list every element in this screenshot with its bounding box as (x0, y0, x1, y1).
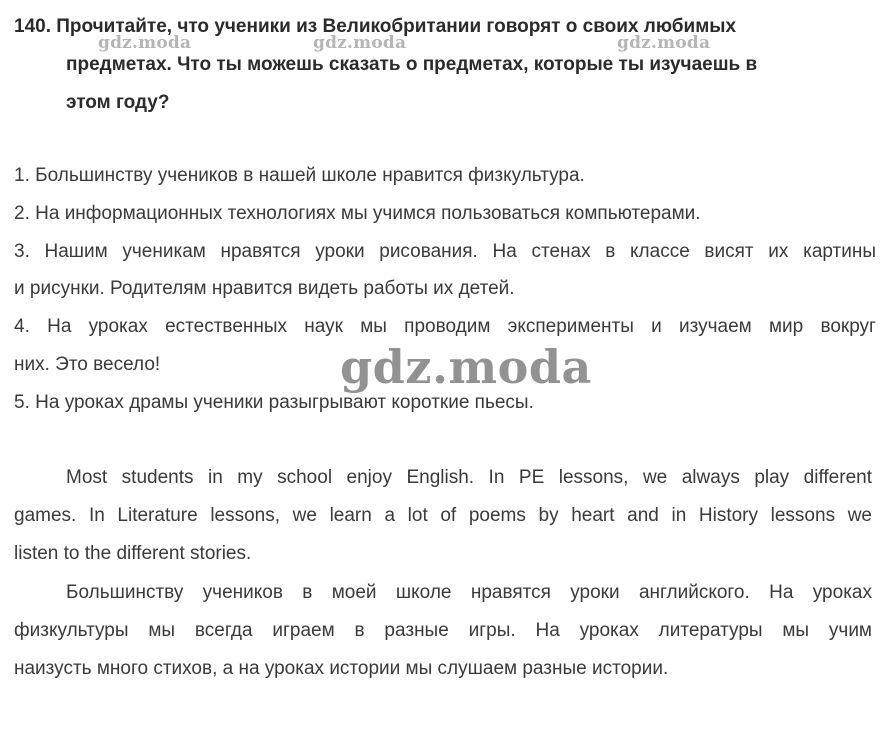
answer-translation-line: Большинству учеников в моей школе нравятся уроки английского. На уроках (66, 581, 872, 603)
exercise-header-line: предметах. Что ты можешь сказать о предметах, которые ты изучаешь в (66, 54, 758, 75)
watermark-small: gdz.moda (313, 33, 407, 53)
numbered-sentence-line: 4. На уроках естественных наук мы проводим эксперименты и изучаем мир вокруг (14, 316, 876, 338)
numbered-sentence-line: них. Это весело! (14, 353, 161, 375)
answer-line: Most students in my school enjoy English. In PE lessons, we always play different (66, 467, 872, 488)
exercise-header-line: этом году? (66, 92, 170, 113)
answer-line: listen to the different stories. (14, 543, 252, 565)
watermark-large: gdz.moda (340, 340, 592, 394)
answer-text (14, 459, 872, 688)
numbered-sentence-line: 5. На уроках драмы ученики разыгрывают короткие пьесы. (14, 391, 534, 413)
exercise-header (14, 8, 874, 122)
numbered-sentence-line: 3. Нашим ученикам нравятся уроки рисования. На стенах в классе висят их картины (14, 240, 876, 262)
numbered-sentence-line: 2. На информационных технологиях мы учимся пользоваться компьютерами. (14, 202, 701, 224)
numbered-sentence-line: и рисунки. Родителям нравится видеть работы их детей. (14, 278, 515, 300)
answer-translation-line: физкультуры мы всегда играем в разные игры. На уроках литературы мы учим (14, 619, 872, 641)
numbered-sentences (14, 157, 876, 422)
exercise-header-line: 140. Прочитайте, что ученики из Великобритании говорят о своих любимых (14, 16, 737, 37)
numbered-sentence-line: 1. Большинству учеников в нашей школе нравится физкультура. (14, 165, 585, 186)
answer-line: games. In Literature lessons, we learn a lot of poems by heart and in History lessons we (14, 505, 872, 527)
watermark-small: gdz.moda (98, 33, 192, 53)
watermark-small: gdz.moda (617, 33, 711, 53)
answer-translation-line: наизусть много стихов, а на уроках истории мы слушаем разные истории. (14, 658, 669, 680)
